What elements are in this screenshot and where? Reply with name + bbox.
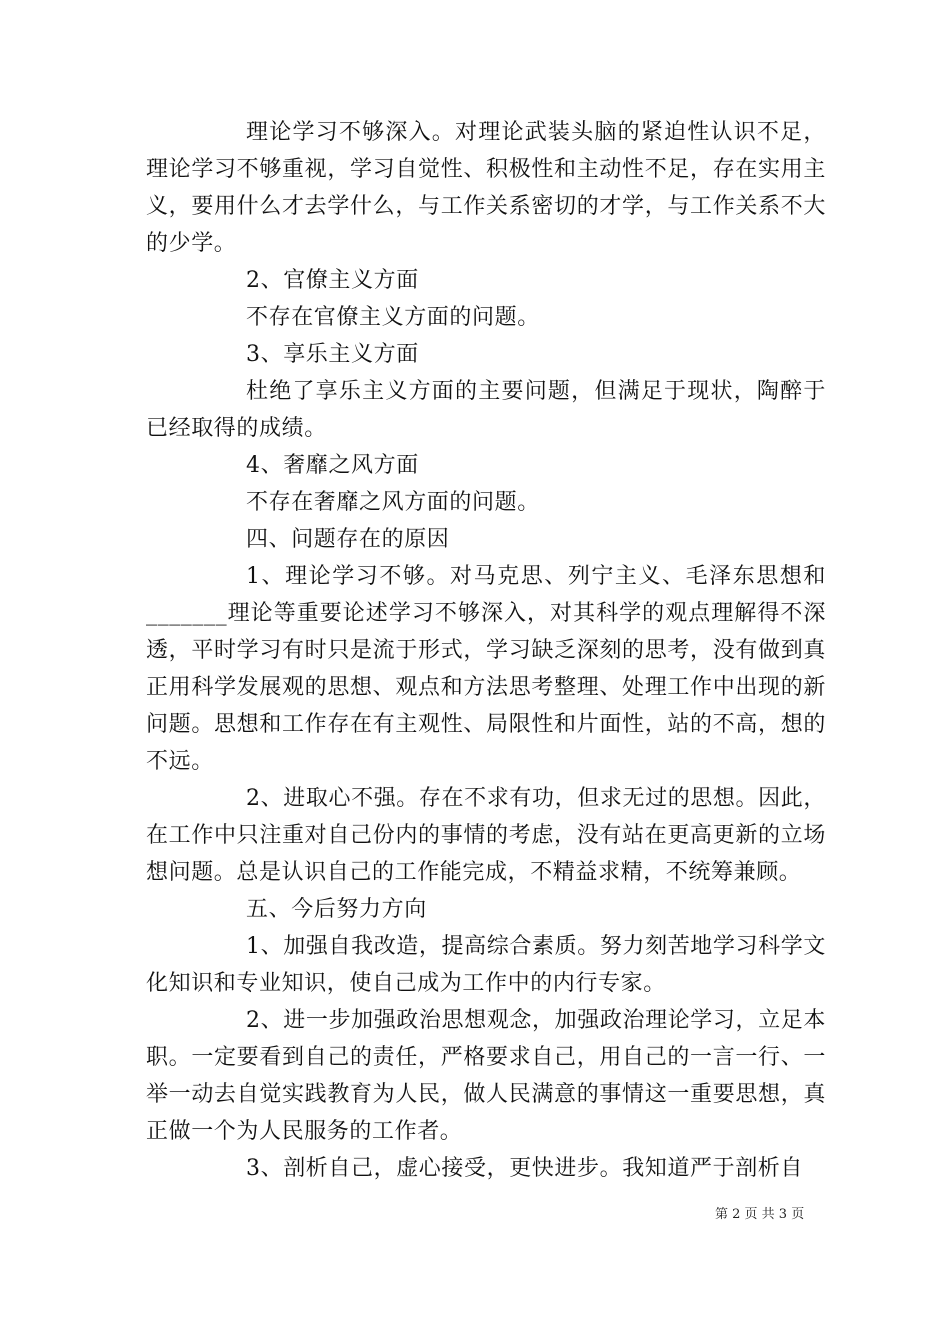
heading-hedonism: 3、享乐主义方面 [246, 342, 419, 367]
paragraph-future-1: 1、加强自我改造，提高综合素质。努力刻苦地学习科学文化知识和专业知识，使自己成为工作中的内行专家。 [146, 934, 826, 996]
paragraph-cause-2: 2、进取心不强。存在不求有功，但求无过的思想。因此，在工作中只注重对自己份内的事情的考虑，没有站在更高更新的立场想问题。总是认识自己的工作能完成，不精益求精，不统筹兼顾。 [146, 786, 826, 885]
section-heading-causes: 四、问题存在的原因 [246, 527, 450, 552]
heading-extravagance: 4、奢靡之风方面 [246, 453, 419, 478]
heading-bureaucracy: 2、官僚主义方面 [246, 268, 419, 293]
paragraph-hedonism: 杜绝了享乐主义方面的主要问题，但满足于现状，陶醉于已经取得的成绩。 [146, 379, 826, 441]
paragraph-cause-1: 1、理论学习不够。对马克思、列宁主义、毛泽东思想和_______理论等重要论述学习不够深入，对其科学的观点理解得不深透，平时学习有时只是流于形式，学习缺乏深刻的思考，没有做到真正用科学发展观的思想、观点和方法思考整理、处理工作中出现的新问题。思想和工作存在有主观性、局限性和片面性，站的不高，想的不远。 [146, 564, 826, 774]
page-number: 第 2 页 共 3 页 [715, 1207, 805, 1222]
paragraph-future-3: 3、剖析自己，虚心接受，更快进步。我知道严于剖析自 [246, 1156, 803, 1181]
section-heading-future: 五、今后努力方向 [246, 897, 427, 922]
paragraph-extravagance: 不存在奢靡之风方面的问题。 [246, 490, 540, 515]
document-body [146, 114, 826, 1187]
paragraph-theory-study: 理论学习不够深入。对理论武装头脑的紧迫性认识不足，理论学习不够重视，学习自觉性、积极性和主动性不足，存在实用主义，要用什么才去学什么，与工作关系密切的才学，与工作关系不大的少学。 [146, 120, 826, 256]
paragraph-bureaucracy: 不存在官僚主义方面的问题。 [246, 305, 540, 330]
paragraph-future-2: 2、进一步加强政治思想观念，加强政治理论学习，立足本职。一定要看到自己的责任，严格要求自己，用自己的一言一行、一举一动去自觉实践教育为人民，做人民满意的事情这一重要思想，真正做一个为人民服务的工作者。 [146, 1008, 826, 1144]
